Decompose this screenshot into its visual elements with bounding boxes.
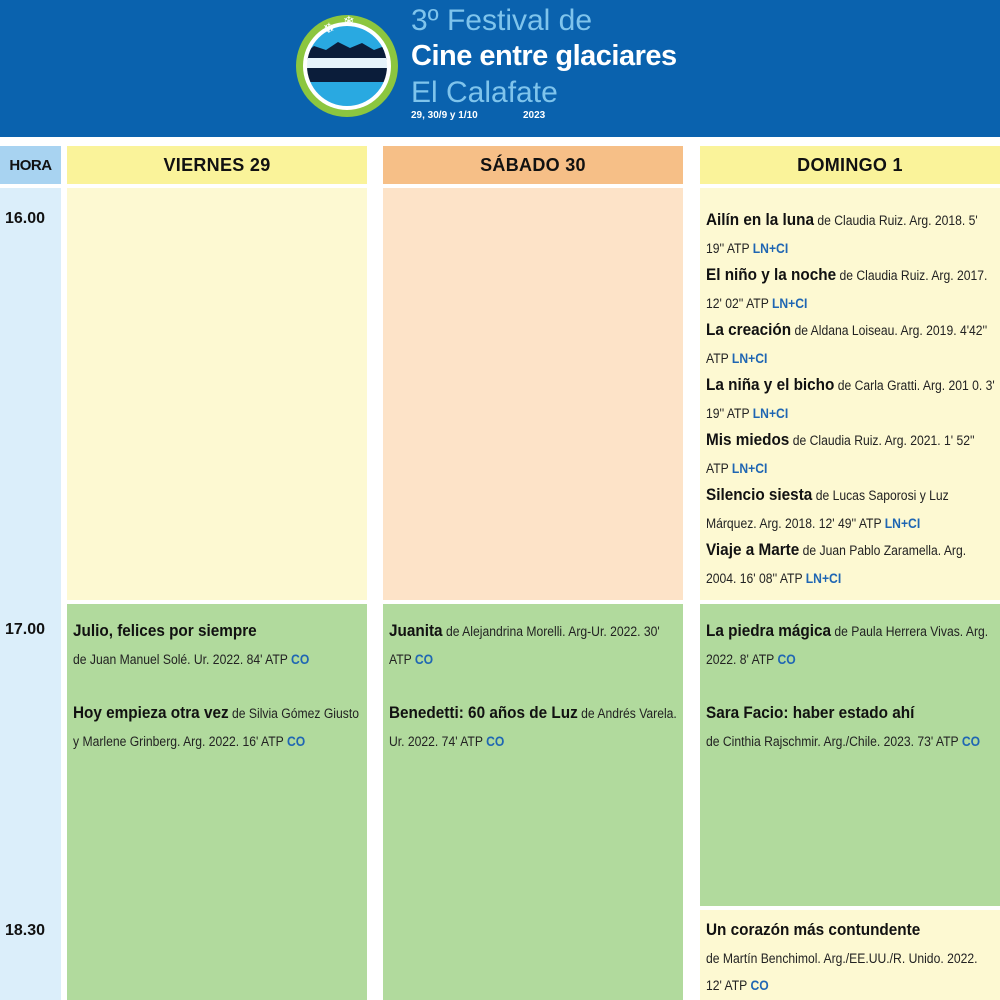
time-1600: 16.00 — [5, 210, 46, 227]
film-title: Ailín en la luna — [706, 210, 814, 229]
film-details: de Cinthia Rajschmir. Arg./Chile. 2023. 73' ATP — [706, 733, 959, 749]
film-code: CO — [286, 733, 306, 749]
festival-name: Cine entre glaciares — [411, 40, 677, 72]
film-title: El niño y la noche — [706, 265, 837, 284]
cell-viernes-1700 — [67, 604, 367, 1000]
film-entry — [706, 481, 996, 537]
film-entry — [706, 916, 996, 1000]
film-title: Juanita — [389, 621, 443, 640]
day-header-viernes: VIERNES 29 — [67, 146, 367, 184]
cell-domingo-1700 — [700, 604, 1000, 906]
film-entry — [73, 617, 363, 673]
day-header-sabado: SÁBADO 30 — [383, 146, 683, 184]
film-entry — [706, 617, 996, 673]
film-title: Sara Facio: haber estado ahí — [706, 703, 915, 722]
svg-text:❄: ❄ — [343, 14, 355, 30]
film-details: de Silvia Gómez Giusto y Marlene Grinberg. Arg. 2022. 16' ATP — [73, 706, 359, 749]
cell-viernes-1600 — [67, 188, 367, 600]
film-code: LN+CI — [731, 460, 768, 476]
film-details: de Aldana Loiseau. Arg. 2019. 4'42'' ATP — [706, 323, 988, 366]
film-entry — [73, 699, 363, 755]
film-title: Mis miedos — [706, 430, 790, 449]
film-title: La niña y el bicho — [706, 375, 835, 394]
film-entry — [706, 206, 996, 262]
film-details: de Lucas Saporosi y Luz Márquez. Arg. 2018. 12' 49'' ATP — [706, 488, 949, 531]
film-entry — [706, 536, 996, 592]
film-entry — [706, 426, 996, 482]
film-code: LN+CI — [805, 570, 842, 586]
film-details: de Claudia Ruiz. Arg. 2018. 5' 19'' ATP — [706, 213, 978, 256]
film-details: de Andrés Varela. Ur. 2022. 74' ATP — [389, 706, 677, 749]
film-code: LN+CI — [731, 350, 768, 366]
film-details: de Carla Gratti. Arg. 201 0. 3' 19'' ATP — [706, 378, 995, 421]
film-title: Julio, felices por siempre — [73, 621, 257, 640]
film-code: LN+CI — [884, 515, 921, 531]
film-code: CO — [961, 733, 981, 749]
time-1700: 17.00 — [5, 621, 46, 638]
film-entry — [389, 699, 679, 755]
film-title: La piedra mágica — [706, 621, 832, 640]
cell-sabado-1600 — [383, 188, 683, 600]
film-code: CO — [414, 651, 434, 667]
film-details: de Martín Benchimol. Arg./EE.UU./R. Unido. 2022. 12' ATP — [706, 950, 978, 993]
film-entry — [706, 699, 996, 755]
film-code: LN+CI — [771, 295, 808, 311]
film-code: CO — [291, 651, 310, 667]
cell-domingo-1600 — [700, 188, 1000, 600]
film-details: de Claudia Ruiz. Arg. 2021. 1' 52'' ATP — [706, 433, 975, 476]
film-entry — [389, 617, 679, 673]
cell-domingo-1830 — [700, 910, 1000, 1000]
festival-logo-icon — [290, 8, 405, 118]
hora-column — [0, 188, 61, 1000]
film-title: Un corazón más contundente — [706, 920, 921, 939]
film-details: de Paula Herrera Vivas. Arg. 2022. 8' ATP — [706, 624, 989, 667]
festival-dates: 29, 30/9 y 1/10 — [411, 110, 478, 121]
film-title: Benedetti: 60 años de Luz — [389, 703, 578, 722]
film-details: de Juan Manuel Solé. Ur. 2022. 84' ATP — [73, 651, 288, 667]
hora-header: HORA — [0, 146, 61, 184]
film-title: Viaje a Marte — [706, 540, 800, 559]
festival-header — [0, 0, 1000, 137]
festival-location: El Calafate — [411, 76, 558, 109]
film-code: CO — [777, 651, 796, 667]
time-1830: 18.30 — [5, 922, 46, 939]
festival-year: 2023 — [523, 110, 546, 121]
film-title: Hoy empieza otra vez — [73, 703, 229, 722]
film-entry — [706, 261, 996, 317]
film-code: LN+CI — [752, 405, 789, 421]
film-details: de Juan Pablo Zaramella. Arg. 2004. 16' 08'' ATP — [706, 543, 967, 586]
film-title: La creación — [706, 320, 792, 339]
cell-sabado-1700 — [383, 604, 683, 1000]
film-entry — [706, 371, 996, 427]
film-details: de Alejandrina Morelli. Arg-Ur. 2022. 30' ATP — [389, 624, 660, 667]
film-details: de Claudia Ruiz. Arg. 2017. 12' 02'' ATP — [706, 268, 988, 311]
film-code: CO — [750, 978, 769, 993]
film-code: LN+CI — [752, 240, 789, 256]
film-title: Silencio siesta — [706, 485, 813, 504]
film-entry — [706, 316, 996, 372]
svg-text:❄: ❄ — [323, 21, 335, 37]
film-code: CO — [486, 733, 505, 749]
day-header-domingo: DOMINGO 1 — [700, 146, 1000, 184]
festival-edition: 3º Festival de — [411, 4, 593, 37]
